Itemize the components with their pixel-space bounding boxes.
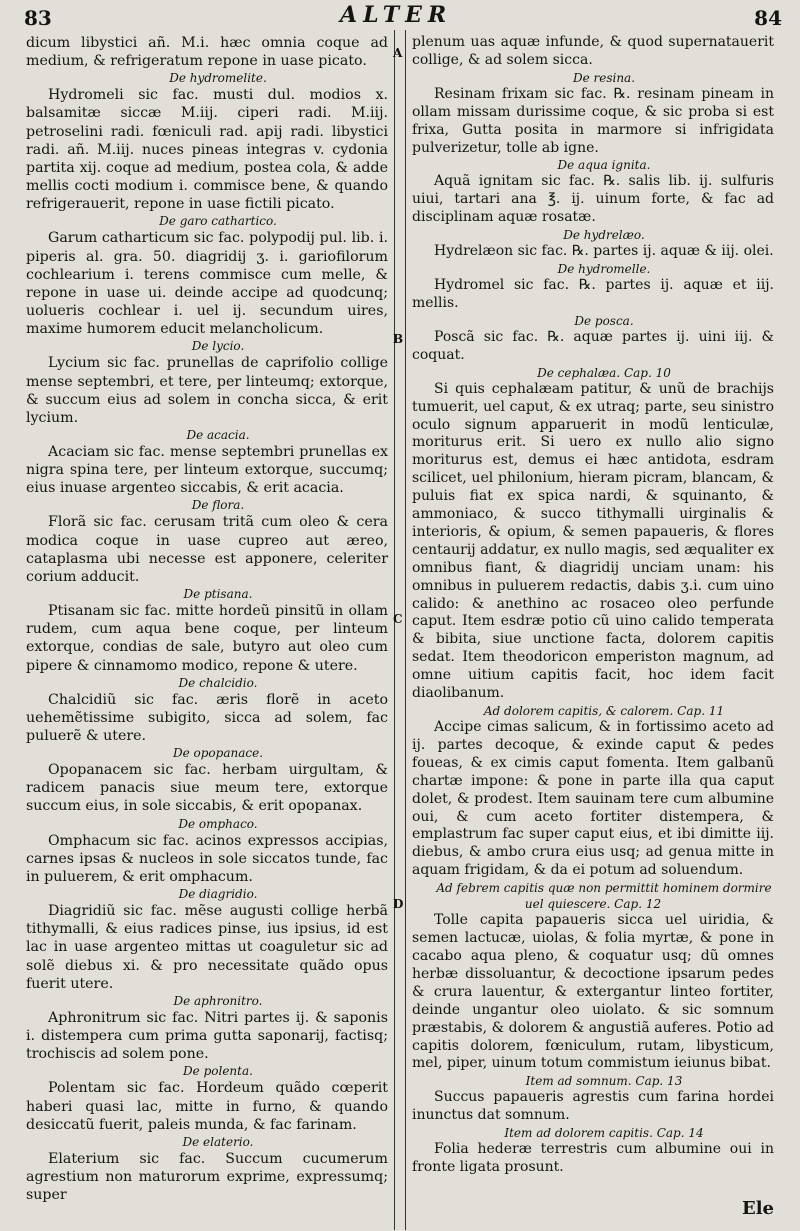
section-heading: Item ad dolorem capitis. Cap. 14 — [504, 1126, 704, 1141]
recipe-paragraph: Garum catharticum sic fac. polypodij pul. lib. i. piperis al. gra. 50. diagridij ʒ. i. gariofilorum cochlearium i. terens commisce cum melle, & repone in uase ui. deinde accipe ad quodcunq; uolueris cochlear i. uel ij. secundum uires, maxime humorem educit melancholicum. — [26, 230, 388, 338]
section-heading: De chalcidio. — [178, 675, 258, 690]
section-heading: Item ad somnum. Cap. 13 — [525, 1074, 683, 1089]
recipe-paragraph: Ptisanam sic fac. mitte hordeũ pinsitũ in ollam rudem, cum aqua bene coque, per linteum extorque, condias de sale, butyro aut oleo cum pipere & cinnamomo modico, repone & utere. — [26, 603, 388, 674]
recipe-paragraph: Diagridiũ sic fac. mẽse augusti collige herbã tithymalli, & eius radices pinse, ius ipsius, id est lac in uase argenteo mittas ut coaguletur sic ad solẽ diebus xi. & pro necessitate quãdo opus fuerit utere. — [26, 903, 388, 992]
section-heading: De flora. — [191, 498, 245, 513]
recipe-paragraph: Aphronitrum sic fac. Nitri partes ij. & saponis i. distempera cum prima gutta saponarij, factisq; trochiscis ad solem pone. — [26, 1009, 388, 1063]
recipe-paragraph: Si quis cephalæam patitur, & unũ de brachijs tumuerit, uel caput, & ex utraq; parte, seu sinistro oculo signum apparuerit in modũ lenticulæ, moriturus erit. Si uero ex nullo alio signo moriturus est, demus ei hæc antidota, esdram scilicet, uel philonium, hieram picram, blancam, & puluis fiat ex spica nardi, & squinanto, & ammoniaco, & succo tithymalli uirginalis & interioris, & opium, & semen papaueris, & flores centaurij addatur, ex nullo magis, sed æqualiter ex omnibus fiant, & diagridij unciam unam: his omnibus in puluerem redactis, dabis ʒ.i. cum uino calido: & anethino ac rosaceo oleo perfunde caput. Item esdræ potio cũ uino calido temperata & bibita, siue unctione facta, dolorem capitis sedat. Item theodoricon emperiston magnum, ad omne uitium capitis facit, hoc idem facit diaolibanum. — [412, 380, 774, 702]
right-folio-number: 84 — [754, 6, 782, 30]
recipe-paragraph: Polentam sic fac. Hordeum quãdo cœperit haberi quasi lac, mitte in furno, & quando desiccatũ fuerit, paleis munda, & fac farinam. — [26, 1080, 388, 1133]
section-heading: De garo cathartico. — [159, 214, 277, 229]
recipe-paragraph: Chalcidiũ sic fac. æris florẽ in aceto uehemẽtissime subigito, sicca ad solem, fac puluerẽ & utere. — [26, 691, 388, 744]
page-header — [0, 0, 800, 34]
continued-paragraph: plenum uas aquæ infunde, & quod supernatauerit collige, & ad solem sicca. — [412, 34, 774, 68]
recipe-paragraph: Aquã ignitam sic fac. ℞. salis lib. ij. sulfuris uiui, tartari ana ℥. ij. uinum forte, & fac ad disciplinam aquæ rosatæ. — [412, 173, 774, 226]
section-heading: De ptisana. — [183, 587, 253, 602]
recipe-paragraph: Succus papaueris agrestis cum farina hordei inunctus dat somnum. — [412, 1089, 774, 1124]
section-heading: De acacia. — [186, 427, 250, 442]
section-heading: De hydrelæo. — [563, 228, 645, 243]
margin-letter-b: B — [393, 332, 404, 346]
section-heading: De lycio. — [191, 339, 245, 354]
section-heading: De omphaco. — [178, 816, 258, 831]
section-heading: Ad dolorem capitis, & calorem. Cap. 11 — [483, 704, 725, 718]
section-heading: De hydromelite. — [169, 71, 267, 86]
margin-letter-a: A — [393, 46, 403, 60]
left-folio-number: 83 — [24, 6, 52, 30]
section-heading: De diagridio. — [178, 887, 258, 902]
margin-letter-c: C — [393, 612, 403, 626]
recipe-paragraph: Omphacum sic fac. acinos expressos accipias, carnes ipsas & nucleos in sole siccatos tunde, fac in puluerem, & erit omphacum. — [26, 832, 388, 885]
recipe-paragraph: Resinam frixam sic fac. ℞. resinam pineam in ollam missam durissime coque, & sic proba si est frixa, Gutta posita in marmore si infrigidata pulverizetur, tolle ab igne. — [412, 85, 774, 156]
continued-paragraph: dicum libystici añ. M.i. hæc omnia coque ad medium, & refrigeratum repone in uase picato. — [26, 35, 388, 70]
section-heading: De aphronitro. — [173, 993, 263, 1008]
recipe-paragraph: Hydromeli sic fac. musti dul. modios x. balsamitæ siccæ M.iij. ciperi radi. M.iij. petroselini radi. fœniculi rad. apij radi. libystici radi. añ. M.iij. nuces pineas integras v. cydonia partita xij. coque ad medium, postea cola, & adde mellis cocti modium i. commisce bene, & quando refrigerauerit, repone in uase fictili picato. — [26, 87, 388, 213]
recipe-paragraph: Folia hederæ terrestris cum albumine oui in fronte ligata prosunt. — [412, 1141, 774, 1176]
section-heading: De polenta. — [183, 1064, 253, 1079]
section-heading: De cephalæa. Cap. 10 — [537, 365, 671, 380]
margin-letter-d: D — [393, 897, 404, 911]
column-gutter — [394, 30, 406, 1230]
section-heading: De resina. — [572, 70, 636, 85]
recipe-paragraph: Tolle capita papaueris sicca uel uiridia, & semen lactucæ, uiolas, & folia myrtæ, & pone in cacabo aqua pleno, & coquatur usq; dũ omnes herbæ dissoluantur, & decoctione ipsarum pedes & crura lauentur, & extergantur linteo fortiter, deinde ungantur oleo uiolato. & sic somnum præstabis, & dolorem & angustiã auferes. Potio ad capitis dolorem, fœniculum, rutam, libysticum, mel, piper, uinum totum commistum ieiunus bibat. — [412, 912, 774, 1072]
recipe-paragraph: Poscã sic fac. ℞. aquæ partes ij. uini iij. & coquat. — [412, 328, 774, 363]
running-title: ALTER — [340, 2, 453, 28]
recipe-paragraph: Florã sic fac. cerusam tritã cum oleo & cera modica coque in uase cupreo aut æreo, cataplasma ubi necesse est apponere, celeriter corium adducit. — [26, 514, 388, 585]
left-text-column — [26, 34, 388, 1204]
recipe-paragraph: Acaciam sic fac. mense septembri prunellas ex nigra spina tere, per linteum extorque, succumq; eius inuase argenteo siccabis, & erit acacia. — [26, 443, 388, 497]
recipe-paragraph: Elaterium sic fac. Succum cucumerum agrestium non maturorum exprime, expressumq; super — [26, 1150, 388, 1204]
right-text-column — [412, 34, 774, 1177]
section-heading: De opopanace. — [172, 746, 264, 761]
section-heading: De posca. — [574, 313, 634, 328]
catchword: Ele — [741, 1198, 774, 1219]
recipe-paragraph: Accipe cimas salicum, & in fortissimo aceto ad ij. partes decoque, & exinde caput & pedes foueas, & ex cimis caput fomenta. Item galbanũ chartæ impone: & pone in parte illa qua caput dolet, & prodest. Item sauinam tere cum albumine oui, & cum aceto fortiter distempera, & emplastrum fac super caput eius, et ibi dimitte iij. diebus, & ambo crura eius usq; ad genua mitte in aquam frigidam, & da ei potum ad soluendum. — [412, 719, 774, 879]
section-heading: De elaterio. — [182, 1134, 254, 1149]
recipe-paragraph: Lycium sic fac. prunellas de caprifolio collige mense septembri, et tere, per linteumq; extorque, & succum eius ad solem in concha sicca, & erit lycium. — [26, 355, 388, 426]
section-heading: De hydromelle. — [557, 262, 651, 277]
recipe-paragraph: Hydrelæon sic fac. ℞. partes ij. aquæ & iij. olei. — [434, 243, 774, 260]
recipe-paragraph: Opopanacem sic fac. herbam uirgultam, & radicem panacis siue meum tere, extorque succum eius, in sole siccabis, & erit opopanax. — [26, 762, 388, 815]
section-heading: De aqua ignita. — [557, 158, 651, 173]
section-heading: Ad febrem capitis quæ non permittit hominem dormire uel quiescere. Cap. 12 — [436, 881, 772, 912]
recipe-paragraph: Hydromel sic fac. ℞. partes ij. aquæ et iij. mellis. — [412, 277, 774, 311]
